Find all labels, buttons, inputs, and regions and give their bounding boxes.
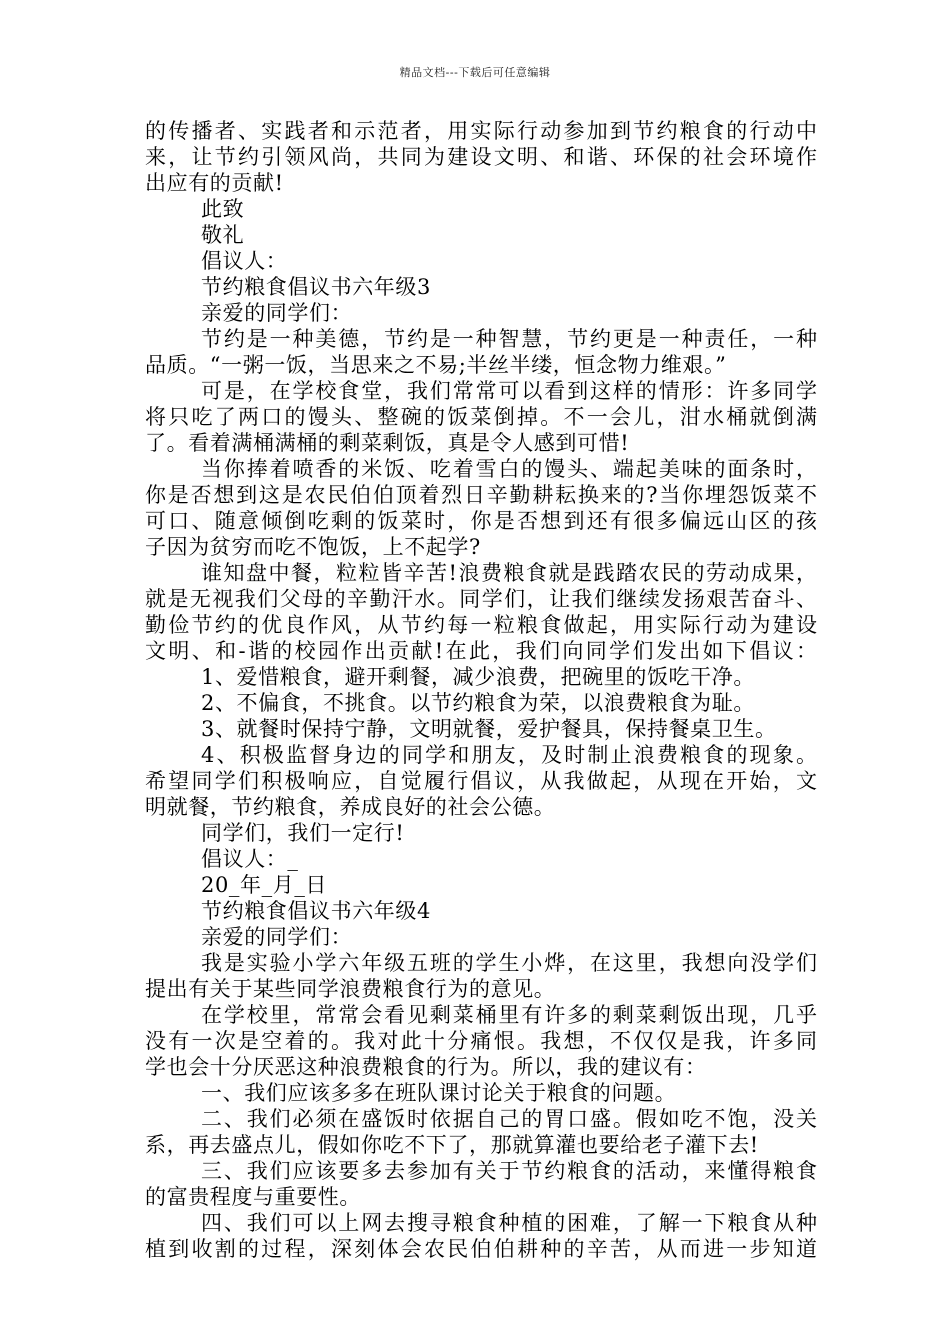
text-line: 在学校里，常常会看见剩菜桶里有许多的剩菜剩饭出现，几乎 xyxy=(201,1003,817,1027)
page-header: 精品文档---下载后可任意编辑 xyxy=(399,66,551,79)
text-line: 三、我们应该要多去参加有关于节约粮食的活动，来懂得粮食 xyxy=(201,1159,817,1183)
text-line: 亲爱的同学们： xyxy=(201,925,353,949)
text-line: 来，让节约引领风尚，共同为建设文明、和谐、环保的社会环境作 xyxy=(145,145,817,169)
text-line: 节约是一种美德，节约是一种智慧，节约更是一种责任，一种 xyxy=(201,327,817,351)
text-line: 20_年_月_日 xyxy=(201,873,328,897)
text-line: 此致 xyxy=(201,197,245,221)
text-line: 提出有关于某些同学浪费粮食行为的意见。 xyxy=(145,977,556,1001)
text-line: 就是无视我们父母的辛勤汗水。同学们，让我们继续发扬艰苦奋斗、 xyxy=(145,587,817,611)
text-line: 系，再去盛点儿，假如你吃不下了，那就算灌也要给老子灌下去! xyxy=(145,1133,759,1157)
text-line: 出应有的贡献! xyxy=(145,171,284,195)
text-line: 子因为贫穷而吃不饱饭，上不起学? xyxy=(145,535,481,559)
text-line: 1、爱惜粮食，避开剩餐，减少浪费，把碗里的饭吃干净。 xyxy=(201,665,755,689)
text-line: 谁知盘中餐，粒粒皆辛苦!浪费粮食就是践踏农民的劳动成果， xyxy=(201,561,817,585)
text-line: 四、我们可以上网去搜寻粮食种植的困难，了解一下粮食从种 xyxy=(201,1211,817,1235)
text-line: 的富贵程度与重要性。 xyxy=(145,1185,361,1209)
text-line: 节约粮食倡议书六年级4 xyxy=(201,899,431,923)
text-line: 品质。“一粥一饭，当思来之不易;半丝半缕，恒念物力维艰。” xyxy=(145,353,727,377)
text-line: 学也会十分厌恶这种浪费粮食的行为。所以，我的建议有： xyxy=(145,1055,707,1079)
text-line: 亲爱的同学们： xyxy=(201,301,353,325)
text-line: 勤俭节约的优良作风，从节约每一粒粮食做起，用实际行动为建设 xyxy=(145,613,817,637)
text-line: 没有一次是空着的。我对此十分痛恨。我想，不仅仅是我，许多同 xyxy=(145,1029,817,1053)
text-line: 2、不偏食，不挑食。以节约粮食为荣，以浪费粮食为耻。 xyxy=(201,691,755,715)
text-line: 同学们，我们一定行! xyxy=(201,821,405,845)
text-line: 一、我们应该多多在班队课讨论关于粮食的问题。 xyxy=(201,1081,677,1105)
document-body xyxy=(145,118,817,1262)
text-line: 可是，在学校食堂，我们常常可以看到这样的情形：许多同学 xyxy=(201,379,817,403)
text-line: 4、积极监督身边的同学和朋友，及时制止浪费粮食的现象。 xyxy=(201,743,817,767)
text-line: 的传播者、实践者和示范者，用实际行动参加到节约粮食的行动中 xyxy=(145,119,817,143)
text-line: 可口、随意倾倒吃剩的饭菜时，你是否想到还有很多偏远山区的孩 xyxy=(145,509,817,533)
text-line: 明就餐，节约粮食，养成良好的社会公德。 xyxy=(145,795,556,819)
text-line: 节约粮食倡议书六年级3 xyxy=(201,275,431,299)
text-line: 我是实验小学六年级五班的学生小烨，在这里，我想向没学们 xyxy=(201,951,817,975)
text-line: 当你捧着喷香的米饭、吃着雪白的馒头、端起美味的面条时， xyxy=(201,457,817,481)
text-line: 你是否想到这是农民伯伯顶着烈日辛勤耕耘换来的?当你埋怨饭菜不 xyxy=(145,483,817,507)
text-line: 文明、和-谐的校园作出贡献!在此，我们向同学们发出如下倡议： xyxy=(145,639,817,663)
text-line: 了。看着满桶满桶的剩菜剩饭，真是令人感到可惜! xyxy=(145,431,630,455)
text-line: 植到收割的过程，深刻体会农民伯伯耕种的辛苦，从而进一步知道 xyxy=(145,1237,817,1261)
text-line: 二、我们必须在盛饭时依据自己的胃口盛。假如吃不饱，没关 xyxy=(201,1107,817,1131)
text-line: 将只吃了两口的馒头、整碗的饭菜倒掉。不一会儿，泔水桶就倒满 xyxy=(145,405,817,429)
text-line: 倡议人：_ xyxy=(201,847,299,871)
text-line: 3、就餐时保持宁静，文明就餐，爱护餐具，保持餐桌卫生。 xyxy=(201,717,777,741)
text-line: 希望同学们积极响应，自觉履行倡议，从我做起，从现在开始，文 xyxy=(145,769,817,793)
text-line: 倡议人： xyxy=(201,249,288,273)
text-line: 敬礼 xyxy=(201,223,245,247)
